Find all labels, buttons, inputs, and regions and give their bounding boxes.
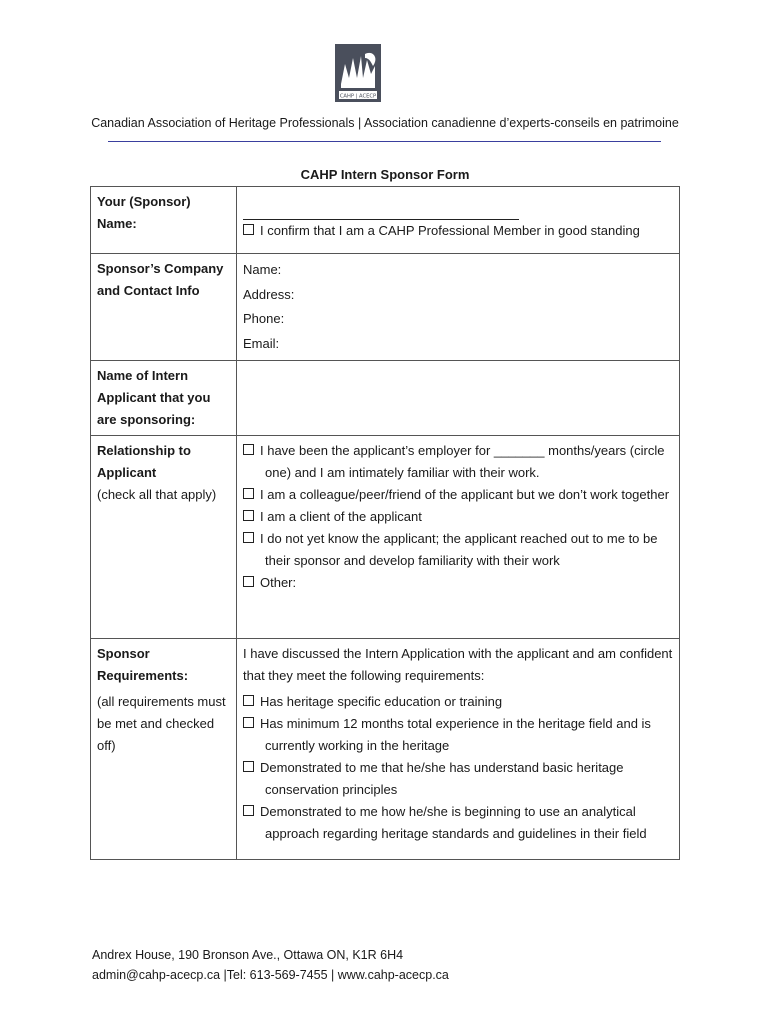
header-divider xyxy=(108,141,661,142)
relationship-option[interactable]: Other: xyxy=(243,572,673,594)
checkbox[interactable] xyxy=(243,576,254,587)
requirement-item[interactable]: Has heritage specific education or training xyxy=(243,691,673,713)
checkbox[interactable] xyxy=(243,510,254,521)
form-title: CAHP Intern Sponsor Form xyxy=(300,167,470,182)
relationship-label-2: Applicant xyxy=(97,465,157,480)
footer-address: Andrex House, 190 Bronson Ave., Ottawa ON, K1R 6H4 xyxy=(92,948,404,962)
sponsor-name-row xyxy=(91,187,680,254)
checkbox[interactable] xyxy=(243,532,254,543)
checkbox[interactable] xyxy=(243,761,254,772)
relationship-option[interactable]: I have been the applicant’s employer for _______ months/years (circle one) and I am intimately familiar with their work. xyxy=(243,440,673,484)
intern-row xyxy=(91,361,680,436)
cahp-logo xyxy=(335,44,381,102)
requirement-item[interactable]: Has minimum 12 months total experience in the heritage field and is currently working in the heritage xyxy=(243,713,673,757)
sponsor-name-label-1: Your (Sponsor) xyxy=(97,194,191,209)
company-email-field[interactable]: Email: xyxy=(243,335,280,351)
requirements-intro: I have discussed the Intern Application with the applicant and am confident that they meet the following requirements: xyxy=(243,646,673,683)
relationship-option[interactable]: I do not yet know the applicant; the applicant reached out to me to be their sponsor and develop familiarity with their work xyxy=(243,528,673,572)
intern-name-field[interactable] xyxy=(237,361,680,436)
relationship-note: (check all that apply) xyxy=(97,487,217,502)
sponsor-form-table xyxy=(90,186,680,860)
requirements-row xyxy=(91,639,680,860)
footer xyxy=(92,945,449,985)
checkbox[interactable] xyxy=(243,717,254,728)
company-label-1: Sponsor’s Company xyxy=(97,261,224,276)
requirement-item[interactable]: Demonstrated to me how he/she is beginning to use an analytical approach regarding heritage standards and guidelines in their field xyxy=(243,801,673,845)
sponsor-name-field[interactable] xyxy=(243,197,519,220)
member-confirm-label: I confirm that I am a CAHP Professional Member in good standing xyxy=(260,223,640,238)
company-phone-field[interactable]: Phone: xyxy=(243,311,285,326)
checkbox[interactable] xyxy=(243,488,254,499)
association-name: Canadian Association of Heritage Professionals | Association canadienne d’experts-conseils en patrimoine xyxy=(91,116,679,130)
relationship-option[interactable]: I am a colleague/peer/friend of the applicant but we don’t work together xyxy=(243,484,673,506)
intern-label-2: Applicant that you xyxy=(97,390,211,405)
company-label-2: and Contact Info xyxy=(97,283,200,298)
intern-label-3: are sponsoring: xyxy=(97,412,196,427)
requirements-note: (all requirements must be met and checked off) xyxy=(97,694,226,753)
checkbox[interactable] xyxy=(243,695,254,706)
checkbox[interactable] xyxy=(243,805,254,816)
company-name-field[interactable]: Name: xyxy=(243,262,282,277)
relationship-label-1: Relationship to xyxy=(97,443,191,458)
member-confirm-option[interactable] xyxy=(243,220,673,242)
intern-label-1: Name of Intern xyxy=(97,368,189,383)
footer-contact: admin@cahp-acecp.ca |Tel: 613-569-7455 | www.cahp-acecp.ca xyxy=(92,968,449,982)
company-row xyxy=(91,254,680,361)
requirements-label-2: Requirements: xyxy=(97,668,189,683)
company-address-field[interactable]: Address: xyxy=(243,286,295,302)
sponsor-name-label-2: Name: xyxy=(97,216,137,231)
checkbox[interactable] xyxy=(243,224,254,235)
checkbox[interactable] xyxy=(243,444,254,455)
requirement-item[interactable]: Demonstrated to me that he/she has understand basic heritage conservation principles xyxy=(243,757,673,801)
requirements-label-1: Sponsor xyxy=(97,646,150,661)
relationship-option[interactable]: I am a client of the applicant xyxy=(243,506,673,528)
relationship-row xyxy=(91,436,680,639)
logo-text: CAHP | ACECP xyxy=(339,93,377,100)
